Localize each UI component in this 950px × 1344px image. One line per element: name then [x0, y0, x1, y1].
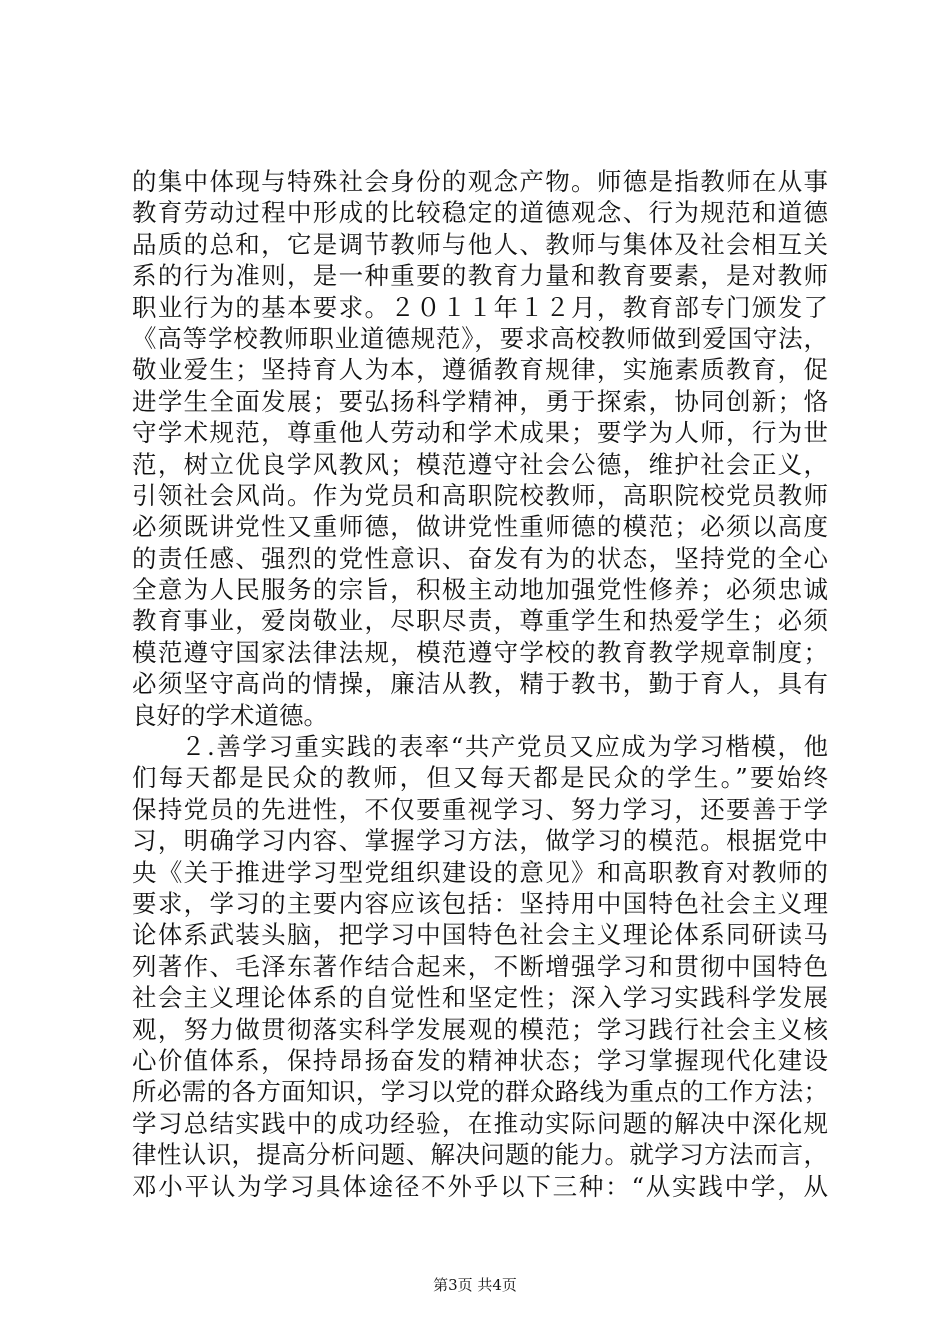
text-line: 的责任感、强烈的党性意识、奋发有为的状态，坚持党的全心	[132, 543, 828, 573]
text-line: 系的行为准则，是一种重要的教育力量和教育要素，是对教师	[132, 261, 828, 291]
text-line: 教育事业，爱岗敬业，尽职尽责，尊重学生和热爱学生；必须	[132, 606, 828, 636]
text-line: 守学术规范，尊重他人劳动和学术成果；要学为人师，行为世	[132, 418, 828, 448]
text-line: 全意为人民服务的宗旨，积极主动地加强党性修养；必须忠诚	[132, 575, 828, 605]
text-line: 邓小平认为学习具体途径不外乎以下三种：“从实践中学，从	[132, 1171, 828, 1201]
text-line: 保持党员的先进性，不仅要重视学习、努力学习，还要善于学	[132, 794, 828, 824]
text-line: 范，树立优良学风教风；模范遵守社会公德，维护社会正义，	[132, 449, 828, 479]
text-line: 心价值体系，保持昂扬奋发的精神状态；学习掌握现代化建设	[132, 1045, 828, 1075]
text-line: ２.善学习重实践的表率“共产党员又应成为学习楷模，他	[181, 732, 828, 762]
paragraph	[132, 166, 828, 731]
text-line: 学习总结实践中的成功经验，在推动实际问题的解决中深化规	[132, 1108, 828, 1138]
text-line: 央《关于推进学习型党组织建设的意见》和高职教育对教师的	[132, 857, 828, 887]
text-line: 必须既讲党性又重师德，做讲党性重师德的模范；必须以高度	[132, 512, 828, 542]
text-line: 所必需的各方面知识，学习以党的群众路线为重点的工作方法；	[132, 1077, 828, 1107]
text-line: 模范遵守国家法律法规，模范遵守学校的教育教学规章制度；	[132, 637, 828, 667]
text-line: 列著作、毛泽东著作结合起来，不断增强学习和贯彻中国特色	[132, 951, 828, 981]
text-line: 《高等学校教师职业道德规范》，要求高校教师做到爱国守法，	[132, 323, 828, 353]
text-line: 习，明确学习内容、掌握学习方法，做学习的模范。根据党中	[132, 826, 828, 856]
text-line: 职业行为的基本要求。２０１１年１２月，教育部专门颁发了	[132, 292, 828, 322]
text-line: 要求，学习的主要内容应该包括：坚持用中国特色社会主义理	[132, 888, 828, 918]
text-line: 品质的总和，它是调节教师与他人、教师与集体及社会相互关	[132, 229, 828, 259]
text-line: 良好的学术道德。	[132, 700, 328, 730]
page-footer: 第3页 共4页	[433, 1276, 517, 1294]
text-line: 观，努力做贯彻落实科学发展观的模范；学习践行社会主义核	[132, 1014, 828, 1044]
text-line: 论体系武装头脑，把学习中国特色社会主义理论体系同研读马	[132, 920, 828, 950]
text-line: 敬业爱生；坚持育人为本，遵循教育规律，实施素质教育，促	[132, 355, 828, 385]
document-body	[132, 166, 828, 1202]
text-line: 的集中体现与特殊社会身份的观念产物。师德是指教师在从事	[132, 167, 828, 196]
text-line: 教育劳动过程中形成的比较稳定的道德观念、行为规范和道德	[132, 198, 828, 228]
text-line: 律性认识，提高分析问题、解决问题的能力。就学习方法而言，	[132, 1140, 828, 1170]
paragraph	[132, 731, 828, 1202]
text-line: 必须坚守高尚的情操，廉洁从教，精于教书，勤于育人，具有	[132, 669, 828, 699]
text-line: 社会主义理论体系的自觉性和坚定性；深入学习实践科学发展	[132, 983, 828, 1013]
text-line: 引领社会风尚。作为党员和高职院校教师，高职院校党员教师	[132, 480, 828, 510]
text-line: 进学生全面发展；要弘扬科学精神，勇于探索，协同创新；恪	[132, 386, 828, 416]
text-line: 们每天都是民众的教师，但又每天都是民众的学生。”要始终	[132, 763, 828, 793]
